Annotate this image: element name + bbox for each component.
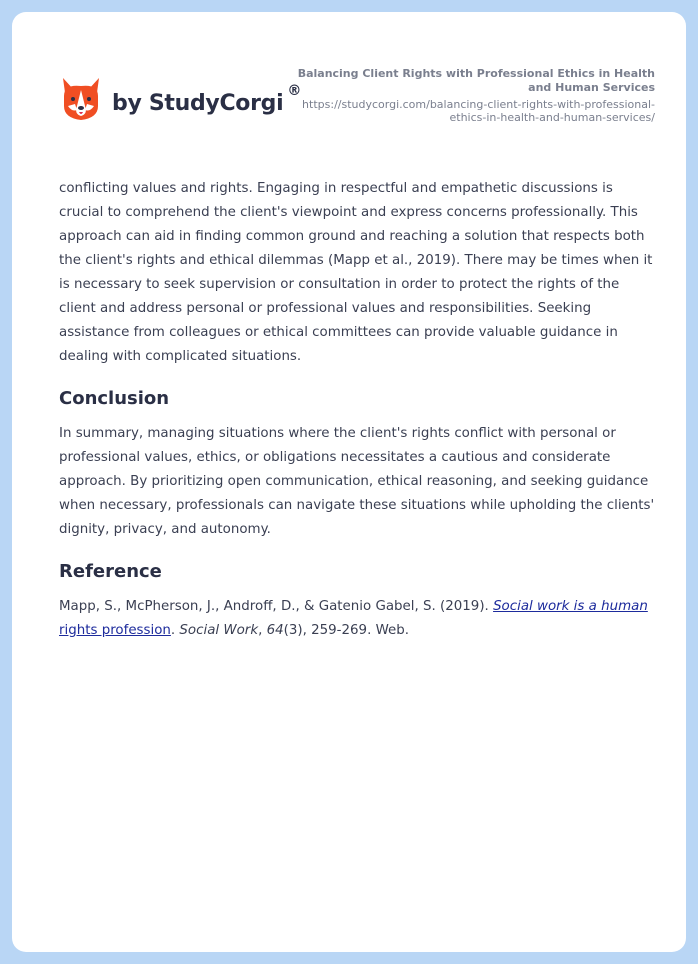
document-header [295, 67, 655, 124]
reference-journal: Social Work [179, 623, 259, 638]
document-url[interactable]: https://studycorgi.com/balancing-client-rights-with-professional-ethics-in-health-and-human-services/ [302, 98, 655, 124]
studycorgi-logo[interactable] [60, 76, 301, 122]
document-title: Balancing Client Rights with Professional Ethics in Health and Human Services [297, 67, 655, 94]
reference-heading: Reference [59, 561, 162, 582]
reference-comma: , [258, 623, 267, 638]
reference-separator: . [170, 623, 180, 638]
registered-mark: ® [287, 83, 302, 99]
reference-title-rest: rights profession [59, 623, 171, 638]
reference-issue-pages: (3), 259-269. Web. [283, 623, 410, 638]
reference-authors: Mapp, S., McPherson, J., Androff, D., & Gatenio Gabel, S. (2019). [59, 599, 494, 614]
document-body [59, 177, 659, 643]
conclusion-heading: Conclusion [59, 388, 170, 409]
conclusion-paragraph: In summary, managing situations where the client's rights conflict with personal or professional values, ethics, or obligations necessitates a cautious and considerate approach. By prioritizing open communication, ethical reasoning, and seeking guidance when necessary, professionals can navigate these situations while upholding the clients' dignity, privacy, and autonomy. [59, 426, 655, 537]
corgi-logo-icon [60, 76, 102, 122]
reference-title-italic: Social work is a human [493, 599, 648, 614]
reference-entry [59, 595, 659, 643]
brand-name: by StudyCorgi [112, 90, 284, 116]
intro-paragraph: conflicting values and rights. Engaging in respectful and empathetic discussions is crucial to comprehend the client's viewpoint and express concerns professionally. This approach can aid in finding common ground and reaching a solution that respects both the client's rights and ethical dilemmas (Mapp et al., 2019). There may be times when it is necessary to seek supervision or consultation in order to protect the rights of the client and address personal or professional values and responsibilities. Seeking assistance from colleagues or ethical committees can provide valuable guidance in dealing with complicated situations. [59, 181, 653, 364]
document-page [12, 12, 686, 952]
reference-volume: 64 [266, 623, 284, 638]
